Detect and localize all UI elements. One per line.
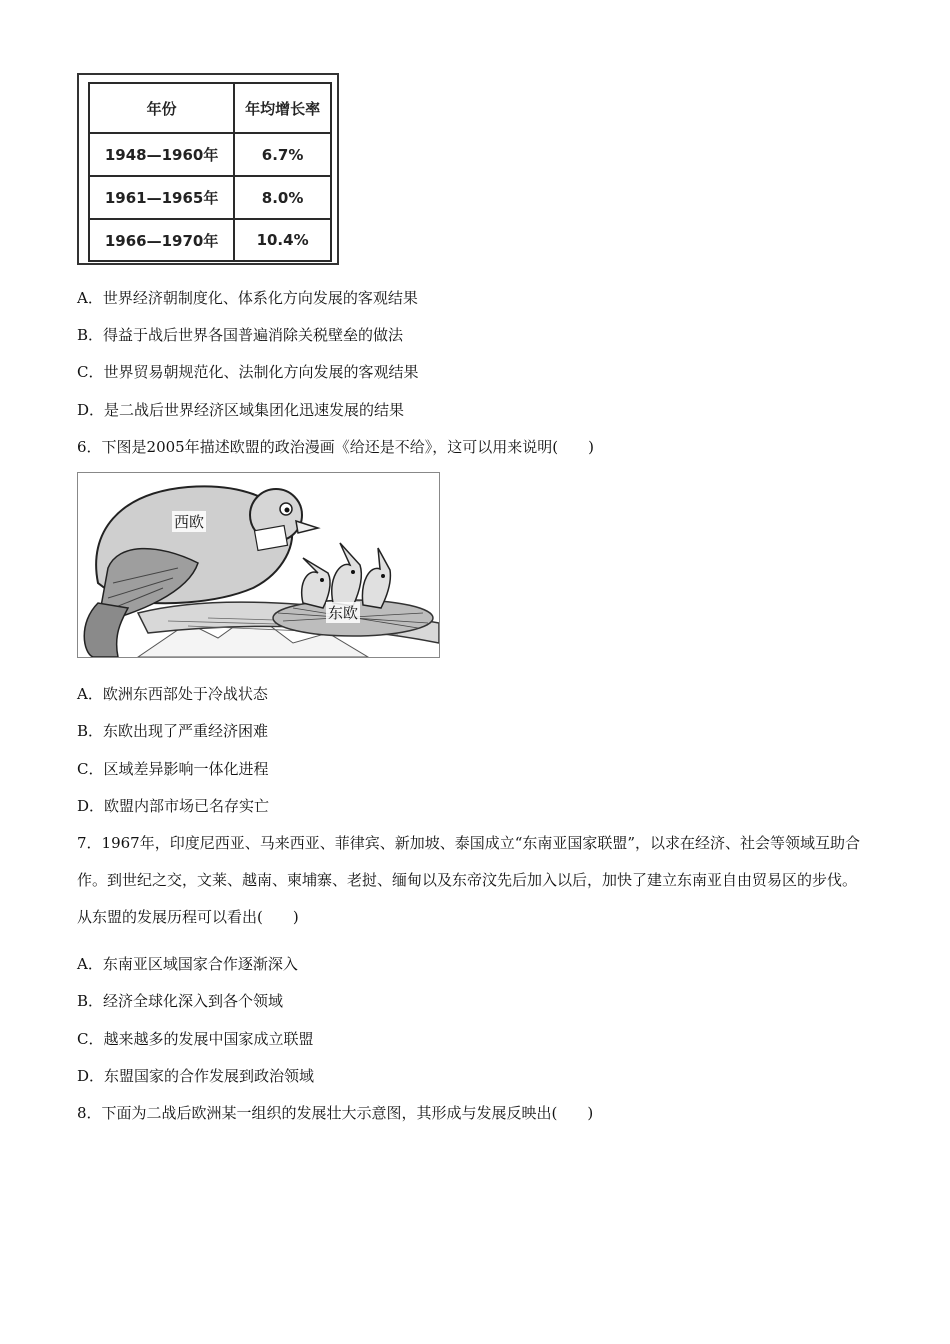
table-header-growth: 年均增长率 [234, 83, 331, 133]
growth-rate-table-image [77, 73, 339, 265]
table-header-year: 年份 [89, 83, 234, 133]
table-row [89, 219, 331, 261]
table-row [89, 133, 331, 176]
q5-option-c: C．世界贸易朝规范化、法制化方向发展的客观结果 [77, 363, 419, 381]
q5-option-a: A．世界经济朝制度化、体系化方向发展的客观结果 [77, 289, 418, 307]
cartoon-label-east-europe: 东欧 [328, 604, 359, 622]
q6-stem: 6．下图是2005年描述欧盟的政治漫画《给还是不给》，这可以用来说明( ) [77, 438, 594, 456]
q6-option-c: C．区域差异影响一体化进程 [77, 760, 269, 778]
table-cell: 6.7% [234, 133, 331, 176]
q8-stem: 8．下面为二战后欧洲某一组织的发展壮大示意图，其形成与发展反映出( ) [77, 1104, 594, 1122]
table-row [89, 176, 331, 219]
table-cell: 10.4% [234, 219, 331, 261]
table-cell: 8.0% [234, 176, 331, 219]
growth-rate-table [88, 82, 332, 262]
q6-option-d: D．欧盟内部市场已名存实亡 [77, 797, 270, 815]
q6-option-a: A．欧洲东西部处于冷战状态 [77, 685, 268, 703]
q5-option-b: B．得益于战后世界各国普遍消除关税壁垒的做法 [77, 326, 404, 344]
eu-political-cartoon [77, 472, 440, 658]
table-cell: 1948—1960年 [89, 133, 234, 176]
cartoon-label-west-europe: 西欧 [174, 513, 205, 531]
q5-option-d: D．是二战后世界经济区域集团化迅速发展的结果 [77, 401, 405, 419]
table-cell: 1966—1970年 [89, 219, 234, 261]
q7-option-a: A．东南亚区域国家合作逐渐深入 [77, 955, 298, 973]
q7-option-b: B．经济全球化深入到各个领域 [77, 992, 284, 1010]
q6-option-b: B．东欧出现了严重经济困难 [77, 722, 269, 740]
q7-option-d: D．东盟国家的合作发展到政治领域 [77, 1067, 315, 1085]
q7-stem: 7．1967年，印度尼西亚、马来西亚、菲律宾、新加坡、泰国成立“东南亚国家联盟”，以求在经济、社会等领域互助合作。到世纪之交，文莱、越南、柬埔寨、老挝、缅甸以及东帝汶先后加入以后，加快了建立东南亚自由贸易区的步伐。从东盟的发展历程可以看出( ) [77, 834, 861, 926]
cartoon-drawing [78, 473, 439, 657]
table-cell: 1961—1965年 [89, 176, 234, 219]
q7-option-c: C．越来越多的发展中国家成立联盟 [77, 1030, 314, 1048]
